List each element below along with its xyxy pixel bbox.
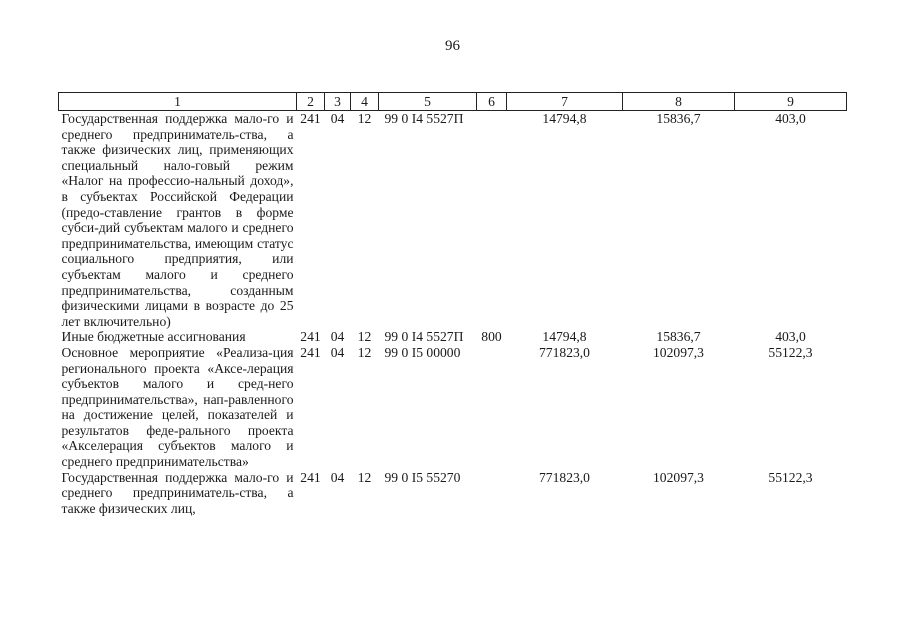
row-amount-8: 102097,3 (653, 469, 704, 485)
row-code-6 (477, 470, 507, 517)
row-code-4: 12 (357, 111, 372, 126)
row-code-5: 99 0 I5 00000 (384, 344, 461, 360)
row-code-3: 04 (330, 344, 345, 360)
row-amount-7: 14794,8 (542, 111, 587, 126)
table-row (59, 111, 847, 330)
row-code-6 (477, 345, 507, 470)
row-amount-8: 15836,7 (656, 111, 701, 126)
row-code-4: 12 (357, 344, 372, 360)
column-header-8: 8 (623, 93, 735, 111)
row-name: Государственная поддержка мало-го и среднего предприниматель-ства, а также физических лиц, (61, 469, 294, 516)
column-header-2: 2 (297, 93, 325, 111)
row-amount-9: 55122,3 (768, 469, 813, 485)
column-header-1: 1 (59, 93, 297, 111)
row-code-4: 12 (357, 469, 372, 485)
column-header-4: 4 (351, 93, 379, 111)
row-code-3: 04 (330, 111, 345, 126)
row-code-5: 99 0 I5 55270 (384, 469, 461, 485)
row-code-6 (477, 111, 507, 330)
row-amount-9: 403,0 (775, 111, 806, 126)
row-name: Основное мероприятие «Реализа-ция регионального проекта «Аксе-лерация субъектов малого и сред-него предпринимательства», нап-равленного на достижение целей, показателей и результатов феде-рального проекта «Акселерация субъектов малого и среднего предпринимательства» (61, 344, 294, 470)
row-code-3: 04 (330, 469, 345, 485)
row-code-2: 241 (300, 111, 321, 126)
row-code-2: 241 (300, 329, 321, 345)
row-amount-9: 55122,3 (768, 344, 813, 360)
column-header-3: 3 (325, 93, 351, 111)
table-row (59, 329, 847, 345)
row-amount-9: 403,0 (775, 329, 806, 345)
row-amount-7: 771823,0 (539, 344, 590, 360)
table-row (59, 345, 847, 470)
row-code-6: 800 (481, 329, 502, 345)
row-code-5: 99 0 I4 5527П (384, 329, 464, 345)
row-name: Государственная поддержка мало-го и среднего предприниматель-ства, а также физических лиц, применяющих специальный нало-говый режим «Налог на профессио-нальный доход», в субъектах Российской Федерации (предо-ставление грантов в форме субси-дий субъектам малого и среднего предпринимательства, имеющим статус социального предприятия, или субъектам малого и среднего предпринимательства, созданным физическими лицами в возрасте до 25 лет включительно) (61, 111, 294, 329)
page-number: 96 (445, 38, 460, 54)
row-amount-7: 14794,8 (542, 329, 587, 345)
row-code-2: 241 (300, 344, 321, 360)
row-code-5: 99 0 I4 5527П (384, 111, 464, 126)
column-header-9: 9 (735, 93, 847, 111)
column-header-7: 7 (507, 93, 623, 111)
row-code-3: 04 (330, 329, 345, 345)
row-name: Иные бюджетные ассигнования (61, 329, 246, 345)
table-header-row (59, 93, 847, 111)
column-header-6: 6 (477, 93, 507, 111)
row-amount-8: 15836,7 (656, 329, 701, 345)
row-code-2: 241 (300, 469, 321, 485)
row-amount-8: 102097,3 (653, 344, 704, 360)
budget-table (58, 92, 847, 516)
row-code-4: 12 (357, 329, 372, 345)
table-row (59, 470, 847, 517)
column-header-5: 5 (379, 93, 477, 111)
row-amount-7: 771823,0 (539, 469, 590, 485)
